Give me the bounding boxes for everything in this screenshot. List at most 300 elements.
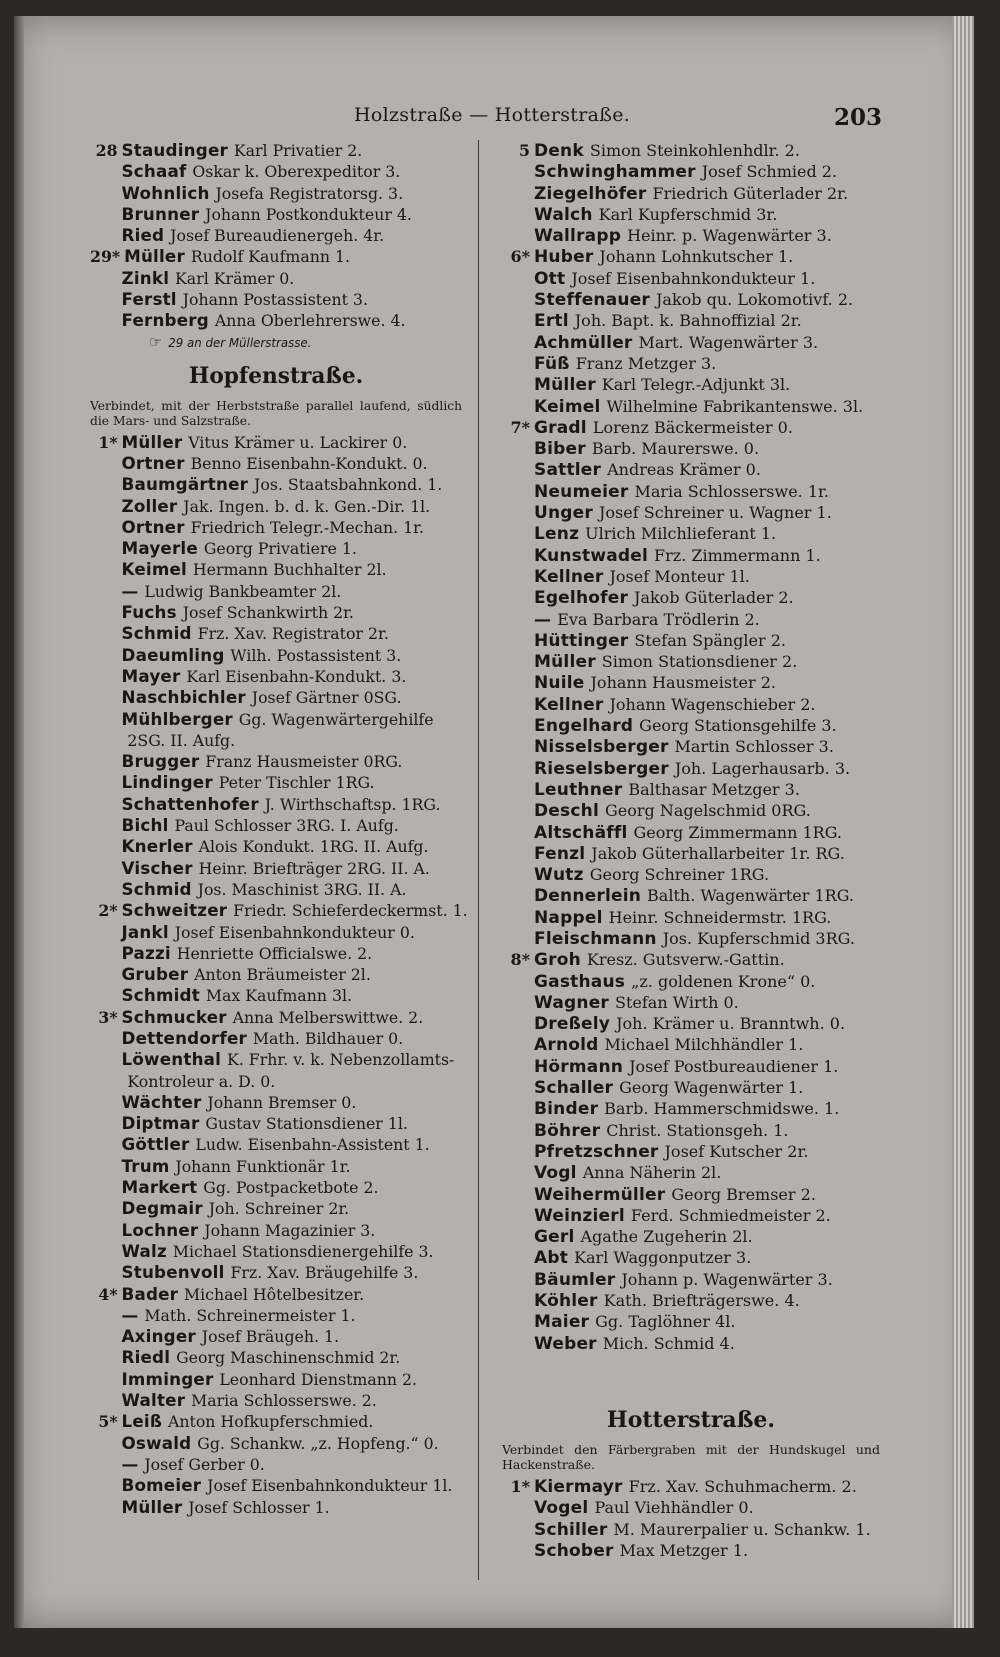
directory-entry bbox=[502, 1519, 880, 1540]
resident-detail: Balth. Wagenwärter 1RG. bbox=[647, 886, 855, 906]
directory-entry bbox=[502, 651, 880, 672]
resident-name: Fenzl bbox=[534, 843, 586, 864]
resident-name: Böhrer bbox=[534, 1120, 601, 1141]
resident-detail: Stefan Wirth 0. bbox=[615, 992, 739, 1012]
resident-detail: Frz. Xav. Registrator 2r. bbox=[197, 624, 389, 644]
street-description: Verbindet, mit der Herbststraße parallel laufend, südlich die Mars- und Salzstraße. bbox=[90, 397, 463, 428]
resident-name: Gradl bbox=[534, 417, 587, 438]
directory-entry bbox=[90, 140, 462, 161]
resident-detail: Paul Viehhändler 0. bbox=[594, 1498, 754, 1518]
directory-entry bbox=[502, 1540, 880, 1561]
resident-detail: Georg Bremser 2. bbox=[671, 1184, 816, 1204]
resident-name: Müller bbox=[121, 1497, 183, 1518]
resident-name: Gasthaus bbox=[534, 971, 626, 992]
resident-name: Kunstwadel bbox=[534, 545, 649, 566]
resident-detail: Joh. Bapt. k. Bahnoffizial 2r. bbox=[574, 311, 802, 331]
resident-detail: Jakob qu. Lokomotivf. 2. bbox=[656, 290, 854, 310]
resident-name: — bbox=[121, 1305, 139, 1326]
resident-detail: Heinr. Schneidermstr. 1RG. bbox=[608, 907, 832, 927]
resident-name: Wohnlich bbox=[121, 183, 210, 204]
directory-entry bbox=[90, 1220, 462, 1241]
resident-name: Kiermayr bbox=[534, 1476, 623, 1497]
resident-name: Deschl bbox=[534, 801, 599, 822]
directory-entry bbox=[90, 772, 462, 793]
directory-entry bbox=[90, 1390, 462, 1411]
resident-detail: Johann Lohnkutscher 1. bbox=[599, 247, 794, 267]
resident-detail: Michael Stationsdienergehilfe 3. bbox=[172, 1241, 434, 1261]
directory-entry bbox=[90, 687, 462, 708]
resident-detail: Benno Eisenbahn-Kondukt. 0. bbox=[190, 453, 428, 473]
resident-name: Dreßely bbox=[534, 1014, 611, 1035]
resident-detail: Josef Gärtner 0SG. bbox=[251, 688, 402, 708]
resident-detail: Mich. Schmid 4. bbox=[602, 1333, 735, 1353]
resident-name: Knerler bbox=[121, 837, 193, 858]
resident-detail: Karl Privatier 2. bbox=[233, 141, 363, 160]
resident-detail: Wilhelmine Fabrikantenswe. 3l. bbox=[606, 396, 864, 416]
directory-entry bbox=[502, 630, 880, 651]
directory-entry bbox=[502, 843, 880, 864]
resident-name: Sattler bbox=[534, 460, 602, 481]
directory-entry bbox=[502, 1162, 880, 1183]
resident-name: Ferstl bbox=[121, 290, 177, 311]
house-number: 28 bbox=[95, 141, 118, 160]
directory-entry bbox=[90, 453, 462, 474]
resident-detail: Josef Eisenbahnkondukteur 1. bbox=[571, 268, 816, 288]
resident-name: Hörmann bbox=[534, 1056, 624, 1077]
directory-entry bbox=[90, 836, 462, 857]
resident-detail: Max Kaufmann 3l. bbox=[205, 986, 353, 1006]
resident-detail: Johann Funktionär 1r. bbox=[175, 1156, 351, 1176]
directory-entry bbox=[90, 1028, 462, 1049]
resident-name: Müller bbox=[534, 652, 596, 673]
resident-name: Brunner bbox=[121, 204, 200, 225]
resident-name: Schmucker bbox=[121, 1007, 227, 1028]
resident-detail: Josef Schlosser 1. bbox=[188, 1497, 330, 1517]
resident-name: Lindinger bbox=[121, 773, 213, 794]
directory-entry bbox=[502, 779, 880, 800]
directory-entry bbox=[90, 1369, 462, 1390]
directory-entry bbox=[90, 879, 462, 900]
resident-detail: Kontroleur a. D. 0. bbox=[127, 1071, 276, 1091]
resident-name: Schiller bbox=[534, 1519, 608, 1540]
directory-entry bbox=[502, 1077, 880, 1098]
directory-entry bbox=[90, 1305, 462, 1326]
resident-detail: Kresz. Gutsverw.-Gattin. bbox=[586, 950, 785, 970]
directory-entry bbox=[90, 559, 462, 580]
resident-detail: Johann p. Wagenwärter 3. bbox=[621, 1269, 833, 1289]
directory-entry bbox=[502, 1034, 880, 1055]
resident-detail: Christ. Stationsgeh. 1. bbox=[606, 1120, 789, 1140]
resident-name: Gruber bbox=[121, 965, 189, 986]
directory-entry bbox=[502, 1013, 880, 1034]
resident-detail: Alois Kondukt. 1RG. II. Aufg. bbox=[198, 837, 429, 857]
resident-detail: Karl Kupferschmid 3r. bbox=[598, 204, 778, 224]
house-number: 6* bbox=[510, 247, 530, 267]
resident-detail: Michael Hôtelbesitzer. bbox=[184, 1284, 365, 1304]
resident-detail: Joh. Krämer u. Branntwh. 0. bbox=[616, 1014, 846, 1034]
directory-entry bbox=[502, 332, 880, 353]
directory-entry bbox=[502, 502, 880, 523]
resident-name: Neumeier bbox=[534, 481, 629, 502]
directory-entry bbox=[90, 1262, 462, 1283]
directory-entry bbox=[502, 1226, 880, 1247]
street-heading: Hopfenstraße. bbox=[188, 362, 364, 389]
house-number: 5 bbox=[518, 141, 530, 160]
directory-entry bbox=[502, 1184, 880, 1205]
resident-detail: Rudolf Kaufmann 1. bbox=[190, 247, 351, 267]
directory-entry bbox=[502, 396, 880, 417]
house-number: 5* bbox=[98, 1412, 118, 1432]
directory-entry bbox=[502, 885, 880, 906]
resident-detail: Josef Schmied 2. bbox=[701, 162, 838, 182]
directory-entry bbox=[502, 566, 880, 587]
directory-entry bbox=[90, 538, 462, 559]
resident-name: Schwinghammer bbox=[534, 162, 696, 183]
resident-name: Schaaf bbox=[121, 162, 187, 183]
resident-detail: Jos. Staatsbahnkond. 1. bbox=[254, 475, 443, 495]
resident-detail: Georg Schreiner 1RG. bbox=[589, 865, 770, 885]
resident-name: Altschäffl bbox=[534, 822, 628, 843]
note-text: 29 an der Müllerstrasse. bbox=[168, 335, 312, 350]
directory-entry bbox=[502, 1497, 880, 1518]
directory-entry bbox=[502, 1311, 880, 1332]
resident-detail: Barb. Hammerschmidswe. 1. bbox=[604, 1099, 840, 1119]
resident-detail: Heinr. p. Wagenwärter 3. bbox=[627, 226, 832, 246]
resident-detail: Gustav Stationsdiener 1l. bbox=[205, 1114, 408, 1134]
resident-name: Ortner bbox=[121, 453, 185, 474]
directory-entry bbox=[502, 1120, 880, 1141]
section-spacer bbox=[502, 1354, 880, 1398]
resident-detail: Frz. Xav. Bräugehilfe 3. bbox=[230, 1263, 419, 1283]
directory-entry bbox=[502, 1269, 880, 1290]
resident-name: Nuile bbox=[534, 673, 585, 694]
directory-entry bbox=[502, 353, 880, 374]
directory-entry bbox=[502, 971, 880, 992]
resident-name: Ortner bbox=[121, 517, 185, 538]
resident-detail: M. Maurerpalier u. Schankw. 1. bbox=[613, 1519, 871, 1539]
directory-entry bbox=[90, 815, 462, 836]
directory-entry bbox=[90, 1134, 462, 1155]
resident-detail: Georg Maschinenschmid 2r. bbox=[176, 1348, 401, 1368]
resident-name: Mühlberger bbox=[121, 709, 233, 730]
directory-entry bbox=[90, 517, 462, 538]
resident-name: Jankl bbox=[121, 922, 169, 943]
resident-name: Biber bbox=[534, 439, 586, 460]
directory-entry bbox=[90, 943, 462, 964]
resident-detail: Jakob Güterhallarbeiter 1r. RG. bbox=[591, 843, 845, 863]
directory-entry bbox=[90, 1475, 462, 1496]
resident-name: Mayerle bbox=[121, 539, 198, 560]
resident-name: Lenz bbox=[534, 524, 580, 545]
directory-entry bbox=[502, 609, 880, 630]
directory-entry bbox=[90, 1497, 462, 1518]
street-description: Verbindet den Färbergraben mit der Hundskugel und Hackenstraße. bbox=[502, 1441, 880, 1472]
resident-detail: Mart. Wagenwärter 3. bbox=[638, 332, 819, 352]
resident-detail: Leonhard Dienstmann 2. bbox=[219, 1369, 418, 1389]
resident-detail: Johann Postkondukteur 4. bbox=[205, 204, 412, 224]
resident-detail: Joh. Lagerhausarb. 3. bbox=[674, 758, 851, 778]
resident-detail: Georg Zimmermann 1RG. bbox=[633, 822, 842, 842]
resident-name: Gerl bbox=[534, 1227, 575, 1248]
resident-name: Walz bbox=[121, 1241, 167, 1262]
resident-name: Keimel bbox=[121, 560, 187, 581]
house-number: 2* bbox=[98, 901, 118, 921]
page-header bbox=[314, 104, 894, 134]
directory-entry bbox=[90, 1156, 462, 1177]
resident-name: Arnold bbox=[534, 1035, 599, 1056]
directory-entry bbox=[90, 964, 462, 985]
resident-detail: Anton Bräumeister 2l. bbox=[194, 965, 371, 985]
resident-name: Imminger bbox=[121, 1369, 214, 1390]
resident-name: Diptmar bbox=[121, 1114, 200, 1135]
resident-detail: Josef Gerber 0. bbox=[144, 1454, 265, 1474]
resident-detail: Joh. Schreiner 2r. bbox=[208, 1199, 350, 1219]
resident-detail: „z. goldenen Krone“ 0. bbox=[631, 971, 816, 991]
directory-entry bbox=[90, 204, 462, 225]
resident-detail: Paul Schlosser 3RG. I. Aufg. bbox=[174, 816, 399, 836]
pointing-hand-icon: ☞ bbox=[149, 332, 163, 351]
directory-entry bbox=[90, 432, 462, 453]
resident-name: Löwenthal bbox=[121, 1050, 222, 1071]
resident-name: Vischer bbox=[121, 858, 193, 879]
cross-reference-note bbox=[149, 332, 462, 354]
directory-entry bbox=[502, 1247, 880, 1268]
resident-detail: Josef Bureaudienergeh. 4r. bbox=[170, 226, 385, 246]
directory-entry bbox=[90, 645, 462, 666]
directory-entry bbox=[90, 1433, 462, 1454]
resident-name: Fuchs bbox=[121, 603, 177, 624]
left-margin-marks bbox=[14, 146, 30, 1546]
resident-name: Zoller bbox=[121, 496, 178, 517]
resident-detail: Lorenz Bäckermeister 0. bbox=[592, 417, 793, 437]
directory-entry bbox=[502, 736, 880, 757]
resident-detail: Gg. Wagenwärtergehilfe bbox=[238, 709, 434, 729]
resident-detail: Anton Hofkupferschmied. bbox=[167, 1412, 374, 1432]
resident-detail: Eva Barbara Trödlerin 2. bbox=[557, 609, 760, 629]
directory-entry bbox=[90, 289, 462, 310]
directory-entry bbox=[502, 310, 880, 331]
resident-name: Engelhard bbox=[534, 716, 634, 737]
resident-detail: Wilh. Postassistent 3. bbox=[230, 645, 402, 665]
directory-entry bbox=[502, 587, 880, 608]
directory-entry bbox=[90, 246, 462, 267]
resident-name: Degmair bbox=[121, 1199, 203, 1220]
directory-entry bbox=[90, 1454, 462, 1475]
resident-name: Achmüller bbox=[534, 332, 633, 353]
running-title: Holzstraße — Hotterstraße. bbox=[354, 104, 631, 126]
resident-detail: Agathe Zugeherin 2l. bbox=[580, 1227, 753, 1247]
resident-detail: Maria Schlosserswe. 1r. bbox=[634, 481, 829, 501]
right-column bbox=[502, 140, 880, 1561]
resident-name: Wallrapp bbox=[534, 226, 622, 247]
directory-entry bbox=[90, 581, 462, 602]
resident-name: Pfretzschner bbox=[534, 1141, 659, 1162]
directory-entry bbox=[502, 246, 880, 267]
resident-detail: Max Metzger 1. bbox=[619, 1540, 749, 1560]
resident-detail: Ludw. Eisenbahn-Assistent 1. bbox=[195, 1135, 430, 1155]
directory-entry bbox=[502, 694, 880, 715]
resident-detail: Josefa Registratorsg. 3. bbox=[215, 183, 404, 203]
resident-detail: Friedrich Güterlader 2r. bbox=[652, 183, 849, 203]
resident-detail: Gg. Postpacketbote 2. bbox=[203, 1178, 379, 1198]
resident-detail: K. Frhr. v. k. Nebenzollamts- bbox=[227, 1050, 455, 1070]
directory-entry bbox=[90, 1007, 462, 1028]
resident-name: Groh bbox=[534, 950, 581, 971]
directory-entry bbox=[90, 1326, 462, 1347]
resident-detail: Math. Bildhauer 0. bbox=[252, 1028, 404, 1048]
resident-name: Ertl bbox=[534, 311, 569, 332]
resident-name: Müller bbox=[121, 432, 183, 453]
resident-name: Denk bbox=[534, 141, 584, 161]
resident-name: Schober bbox=[534, 1540, 614, 1561]
directory-entry bbox=[90, 730, 462, 751]
directory-entry bbox=[502, 1333, 880, 1354]
directory-entry bbox=[90, 751, 462, 772]
resident-name: Steffenauer bbox=[534, 290, 651, 311]
resident-detail: Andreas Krämer 0. bbox=[607, 460, 761, 480]
resident-name: Rieselsberger bbox=[534, 758, 669, 779]
resident-name: Walch bbox=[534, 204, 593, 225]
resident-detail: Franz Hausmeister 0RG. bbox=[205, 752, 403, 772]
resident-name: Füß bbox=[534, 353, 570, 374]
resident-detail: Ludwig Bankbeamter 2l. bbox=[144, 581, 342, 601]
resident-name: — bbox=[121, 1454, 139, 1475]
directory-entry bbox=[90, 1049, 462, 1070]
directory-entry bbox=[502, 268, 880, 289]
resident-name: Markert bbox=[121, 1178, 198, 1199]
house-number: 7* bbox=[510, 417, 530, 437]
directory-entry bbox=[502, 1056, 880, 1077]
directory-entry bbox=[90, 1177, 462, 1198]
resident-name: Vogel bbox=[534, 1498, 589, 1519]
resident-name: Müller bbox=[124, 247, 185, 268]
resident-detail: Jos. Maschinist 3RG. II. A. bbox=[197, 879, 407, 899]
directory-entry bbox=[90, 858, 462, 879]
resident-detail: Karl Krämer 0. bbox=[175, 268, 295, 288]
resident-name: Schaller bbox=[534, 1078, 614, 1099]
resident-name: Lochner bbox=[121, 1220, 199, 1241]
resident-detail: Maria Schlosserswe. 2. bbox=[191, 1391, 377, 1411]
resident-detail: Heinr. Briefträger 2RG. II. A. bbox=[198, 858, 430, 878]
directory-entry bbox=[90, 268, 462, 289]
resident-detail: Anna Näherin 2l. bbox=[582, 1163, 722, 1183]
directory-entry bbox=[90, 496, 462, 517]
resident-detail: Kath. Briefträgerswe. 4. bbox=[603, 1291, 800, 1311]
directory-entry bbox=[502, 1098, 880, 1119]
house-number: 8* bbox=[510, 950, 530, 970]
resident-detail: Josef Kutscher 2r. bbox=[664, 1141, 809, 1161]
resident-name: Binder bbox=[534, 1099, 599, 1120]
directory-entry bbox=[90, 794, 462, 815]
resident-name: Bichl bbox=[121, 816, 169, 837]
directory-entry bbox=[502, 1476, 880, 1497]
directory-entry bbox=[502, 417, 880, 438]
directory-entry bbox=[90, 623, 462, 644]
resident-name: Schweitzer bbox=[121, 901, 228, 922]
directory-entry bbox=[502, 907, 880, 928]
directory-entry bbox=[90, 1347, 462, 1368]
resident-name: Kellner bbox=[534, 694, 604, 715]
resident-name: Huber bbox=[534, 247, 594, 268]
resident-name: Köhler bbox=[534, 1291, 598, 1312]
resident-detail: Anna Melberswittwe. 2. bbox=[232, 1007, 424, 1027]
resident-detail: Johann Hausmeister 2. bbox=[590, 673, 776, 693]
directory-entry bbox=[502, 758, 880, 779]
resident-name: Kellner bbox=[534, 566, 604, 587]
page-number: 203 bbox=[833, 104, 882, 131]
resident-name: Pazzi bbox=[121, 943, 171, 964]
resident-detail: Josef Postbureaudiener 1. bbox=[629, 1056, 839, 1076]
resident-name: Egelhofer bbox=[534, 588, 629, 609]
directory-entry bbox=[90, 1092, 462, 1113]
resident-name: Staudinger bbox=[121, 141, 228, 161]
resident-name: Wächter bbox=[121, 1092, 202, 1113]
resident-detail: Gg. Schankw. „z. Hopfeng.“ 0. bbox=[197, 1433, 439, 1453]
column-divider bbox=[478, 140, 479, 1580]
directory-entry bbox=[502, 800, 880, 821]
street-heading: Hotterstraße. bbox=[606, 1406, 776, 1433]
resident-detail: 2SG. II. Aufg. bbox=[127, 730, 236, 750]
resident-name: Wutz bbox=[534, 865, 584, 886]
directory-entry bbox=[502, 1205, 880, 1226]
resident-name: Nappel bbox=[534, 907, 603, 928]
resident-name: Ried bbox=[121, 226, 165, 247]
resident-name: Riedl bbox=[121, 1348, 171, 1369]
resident-detail: Georg Privatiere 1. bbox=[203, 539, 357, 559]
resident-name: Leiß bbox=[121, 1412, 163, 1433]
directory-entry bbox=[90, 310, 462, 331]
directory-entry bbox=[90, 1071, 462, 1092]
resident-detail: Michael Milchhändler 1. bbox=[604, 1035, 804, 1055]
directory-entry bbox=[502, 183, 880, 204]
resident-detail: Martin Schlosser 3. bbox=[674, 737, 834, 757]
resident-detail: Josef Eisenbahnkondukteur 1l. bbox=[207, 1476, 453, 1496]
resident-name: Bader bbox=[121, 1284, 179, 1305]
directory-entry bbox=[502, 481, 880, 502]
directory-entry bbox=[90, 900, 468, 922]
directory-entry bbox=[502, 992, 880, 1013]
resident-name: Stubenvoll bbox=[121, 1263, 225, 1284]
resident-name: Dettendorfer bbox=[121, 1028, 247, 1049]
resident-name: Baumgärtner bbox=[121, 475, 249, 496]
resident-name: Fernberg bbox=[121, 311, 209, 332]
directory-entry bbox=[90, 1113, 462, 1134]
resident-name: Mayer bbox=[121, 666, 181, 687]
resident-detail: Josef Bräugeh. 1. bbox=[201, 1327, 340, 1347]
directory-entry bbox=[90, 666, 462, 687]
resident-detail: Oskar k. Oberexpeditor 3. bbox=[192, 162, 401, 182]
directory-entry bbox=[502, 545, 880, 566]
resident-detail: Frz. Xav. Schuhmacherm. 2. bbox=[628, 1476, 857, 1496]
directory-entry bbox=[502, 822, 880, 843]
resident-name: Zinkl bbox=[121, 268, 170, 289]
resident-name: Leuthner bbox=[534, 779, 623, 800]
resident-name: Schmid bbox=[121, 624, 192, 645]
resident-name: Vogl bbox=[534, 1163, 577, 1184]
resident-name: Schmid bbox=[121, 879, 192, 900]
directory-entry bbox=[90, 1284, 462, 1305]
directory-entry bbox=[90, 602, 462, 623]
resident-detail: Simon Steinkohlenhdlr. 2. bbox=[589, 141, 800, 160]
resident-detail: Ulrich Milchlieferant 1. bbox=[585, 524, 777, 544]
house-number: 4* bbox=[98, 1284, 118, 1304]
directory-entry bbox=[502, 523, 880, 544]
resident-name: Axinger bbox=[121, 1327, 196, 1348]
resident-detail: Karl Eisenbahn-Kondukt. 3. bbox=[186, 666, 407, 686]
directory-entry bbox=[90, 709, 462, 730]
resident-detail: Franz Metzger 3. bbox=[575, 353, 717, 373]
resident-detail: Jak. Ingen. b. d. k. Gen.-Dir. 1l. bbox=[183, 496, 431, 516]
